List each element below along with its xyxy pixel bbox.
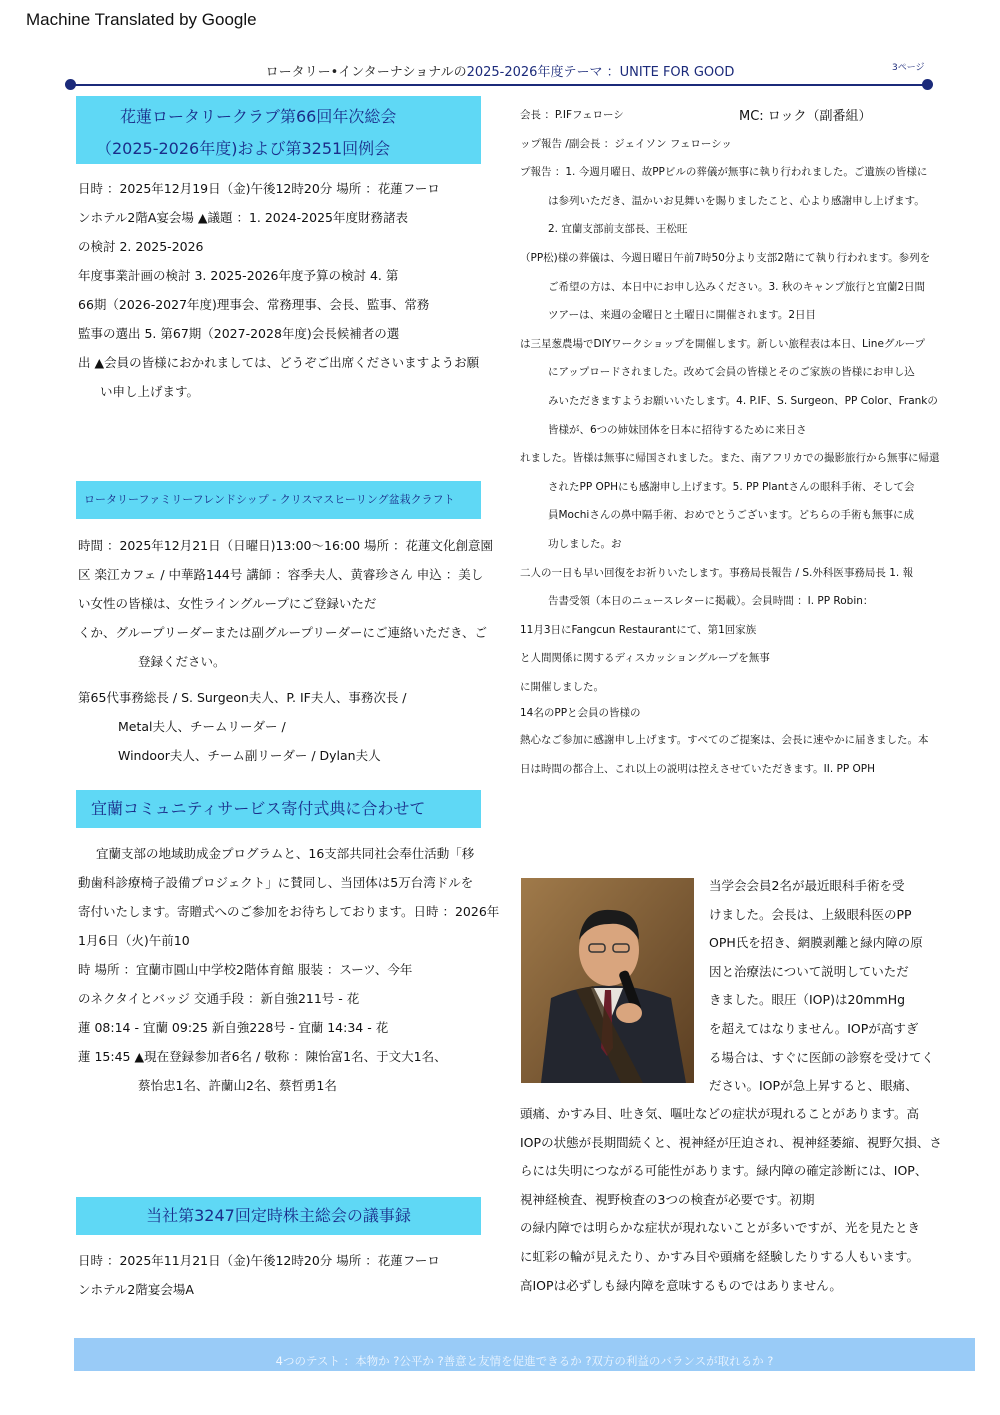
section2-body: [78, 531, 493, 676]
report-line: 熱心なご参加に感謝申し上げます。すべてのご提案は、会長に速やかに届きました。本: [520, 734, 929, 747]
report-line: と人間関係に関するディスカッショングループを無事: [520, 652, 770, 665]
report-line: は参列いただき、温かいお見舞いを賜りましたこと、心より感謝申し上げます。: [548, 194, 925, 207]
rule-dot-left: [65, 79, 76, 90]
report-line: プ報告 ：1. 今週月曜日、故PPビルの葬儀が無事に執り行われました。ご遺族の皆様に: [520, 166, 928, 179]
eye-talk-line: きました。眼圧（IOP)は20mmHg: [709, 992, 906, 1008]
section1-line: 監事の選出 5. 第67期（2027-2028年度)会長候補者の選: [78, 326, 400, 341]
eye-talk-text-below: [520, 1100, 942, 1300]
eye-talk-line: る場合は、すぐに医師の診察を受けてく: [709, 1049, 935, 1065]
section1-line: い申し上げます。: [100, 384, 200, 399]
report-line: されたPP OPHにも感謝申し上げます。5. PP Plantさんの眼科手術、そして会: [548, 480, 915, 493]
report-line: れました。皆様は無事に帰国されました。また、南アフリカでの撮影旅行から無事に帰還: [520, 452, 940, 465]
eye-talk-line: に虹彩の輪が見えたり、かすみ目や頭痛を経験したりする人もいます。: [520, 1248, 920, 1264]
section1-title-line1: 花蓮ロータリークラブ第66回年次総会: [120, 107, 397, 126]
section2-line: 時間 ：2025年12月21日（日曜日)13:00～16:00 場所 ：花蓮文化創意園: [78, 538, 493, 553]
eye-talk-line: 因と治療法について説明していただ: [709, 963, 909, 979]
section3-line: 蓮 15:45 ▲現在登録参加者6名 / 敬称 ：陳怡富1名、于文大1名、: [78, 1049, 447, 1064]
section1-line: ンホテル2階A宴会場 ▲議題 ：1. 2024-2025年度財務諸表: [78, 210, 408, 225]
report-line: ツアーは、来週の金曜日と土曜日に開催されます。2日目: [548, 309, 817, 322]
report-line: 会長 ：P.IFフェローシ: [520, 109, 624, 121]
section4-line: ンホテル2階宴会場A: [78, 1282, 194, 1297]
machine-translated-label: Machine Translated by Google: [26, 10, 257, 29]
report-line: は三星葱農場でDIYワークショップを開催します。新しい旅程表は本日、Lineグループ: [520, 337, 926, 350]
eye-talk-line: の緑内障では明らかな症状が現れないことが多いですが、光を見たとき: [520, 1220, 921, 1236]
section1-title-line2: （2025-2026年度)および第3251回例会: [96, 139, 391, 158]
section2-line: い女性の皆様は、女性ライングループにご登録いただ: [78, 596, 377, 611]
section1-line: 出 ▲会員の皆様におかれましては、どうぞご出席くださいますようお願: [78, 355, 480, 370]
staff-line: 第65代事務総長 / S. Surgeon夫人、P. IF夫人、事務次長 /: [78, 690, 407, 705]
section3-title: 宜蘭コミュニティサービス寄付式典に合わせて: [91, 799, 426, 818]
report-line: みいただきますようお願いいたします。4. P.IF、S. Surgeon、PP Color、Frankの: [548, 394, 938, 407]
section3-title-box: [76, 790, 481, 828]
four-way-test-footer: [74, 1338, 975, 1371]
eye-talk-line: けました。会長は、上級眼科医のPP: [709, 906, 912, 922]
page-number: 3ページ: [892, 63, 925, 73]
report-line: 二人の一日も早い回復をお祈りいたします。事務局長報告 / S.外科医事務局長 1. 報: [520, 566, 914, 579]
report-line: 皆様が、6つの姉妹団体を日本に招待するために来日さ: [548, 423, 807, 436]
section1-line: 66期（2026-2027年度)理事会、常務理事、会長、監事、常務: [78, 297, 430, 312]
header-prefix: ロータリー•インターナショナルの: [265, 65, 467, 80]
eye-talk-line: ださい。IOPが急上昇すると、眼痛、: [709, 1078, 918, 1094]
report-line: 員Mochiさんの鼻中隔手術、おめでとうございます。どちらの手術も無事に成: [548, 509, 914, 522]
section3-line: 蓮 08:14 - 宜蘭 09:25 新自強228号 - 宜蘭 14:34 - 花: [78, 1020, 389, 1035]
report-line: 11月3日にFangcun Restaurantにて、第1回家族: [520, 623, 757, 636]
section1-line: 日時 ：2025年12月19日（金)午後12時20分 場所 ：花蓮フーロ: [78, 181, 440, 196]
section3-line: 1月6日（火)午前10: [78, 933, 190, 948]
eye-talk-line: 視神経検査、視野検査の3つの検査が必要です。初期: [520, 1191, 815, 1207]
footer-text: 4つのテスト ：本物か ?公平か ?善意と友情を促進できるか ?双方の利益のバランスが取れるか ?: [275, 1354, 774, 1368]
section4-line: 日時 ：2025年11月21日（金)午後12時20分 場所 ：花蓮フーロ: [78, 1253, 440, 1268]
report-line: ご希望の方は、本日中にお申し込みください。3. 秋のキャンプ旅行と宜蘭2日間: [548, 280, 926, 293]
report-line: に開催しました。: [520, 680, 604, 693]
section3-body: [78, 839, 499, 1100]
header-theme: 2025-2026年度テーマ ：UNITE FOR GOOD: [466, 65, 735, 80]
staff-line: Windoor夫人、チーム副リーダー / Dylan夫人: [118, 748, 381, 763]
eye-talk-line: 頭痛、かすみ目、吐き気、嘔吐などの症状が現れることがあります。高: [520, 1106, 920, 1121]
section1-line: 年度事業計画の検討 3. 2025-2026年度予算の検討 4. 第: [78, 268, 399, 283]
right-column-report: [520, 101, 939, 784]
section3-line: 動歯科診療椅子設備プロジェクト」に賛同し、当団体は5万台湾ドルを: [78, 875, 474, 890]
section2-line: 区 楽江カフェ / 中華路144号 講師 ：容季夫人、黄睿珍さん 申込 ：美し: [78, 567, 484, 582]
section3-line: 寄付いたします。寄贈式へのご参加をお待ちしております。日時 ：2026年: [78, 904, 500, 919]
staff-line: Metal夫人、チームリーダー /: [118, 719, 286, 734]
report-line: 2. 宜蘭支部前支部長、王松旺: [548, 223, 688, 236]
section2-title: ロータリーファミリーフレンドシップ - クリスマスヒーリング盆栽クラフト: [84, 493, 455, 506]
section1-body: [78, 174, 479, 406]
section1-line: の検討 2. 2025-2026: [78, 239, 204, 254]
eye-talk-line: OPH氏を招き、網膜剥離と緑内障の原: [709, 935, 923, 951]
section4-body: [78, 1246, 440, 1304]
speaker-photo: [521, 878, 694, 1083]
section4-title-box: [76, 1197, 481, 1235]
eye-talk-text-beside-photo: [709, 872, 934, 1101]
eye-talk-line: を超えてはなりません。IOPが高すぎ: [709, 1020, 919, 1036]
report-line: ップ報告 /副会長 ：ジェイソン フェローシッ: [520, 137, 732, 150]
section3-line: のネクタイとバッジ 交通手段 ：新自強211号 - 花: [78, 991, 360, 1006]
section2-staff: [78, 683, 407, 770]
report-line: にアップロードされました。改めて会員の皆様とそのご家族の皆様にお申し込: [548, 366, 915, 379]
eye-talk-line: IOPの状態が長期間続くと、視神経が圧迫され、視神経萎縮、視野欠損、さ: [520, 1134, 942, 1150]
section3-line: 宜蘭支部の地域助成金プログラムと、16支部共同社会奉仕活動「移: [96, 846, 475, 861]
eye-talk-line: らには失明につながる可能性があります。緑内障の確定診断には、IOP、: [520, 1163, 928, 1179]
section4-title: 当社第3247回定時株主総会の議事録: [146, 1206, 411, 1225]
section3-line: 蔡怡忠1名、許蘭山2名、蔡哲勇1名: [138, 1078, 337, 1093]
report-line: 14名のPPと会員の皆様の: [520, 707, 641, 720]
report-line: 日は時間の都合上、これ以上の説明は控えさせていただきます。II. PP OPH: [520, 763, 876, 776]
report-line: 功しました。お: [548, 537, 622, 550]
report-line: 告書受領（本日のニュースレターに掲載）。会員時間 ：I. PP Robin：: [548, 595, 874, 608]
section1-title-box: [76, 96, 481, 164]
section2-title-box: [76, 481, 481, 519]
header-rule: [70, 84, 928, 86]
report-line: （PP松)様の葬儀は、今週日曜日午前7時50分より支部2階にて執り行われます。参列を: [520, 251, 931, 264]
section3-line: 時 場所 ：宜蘭市圓山中学校2階体育館 服装 ：スーツ、今年: [78, 962, 413, 977]
eye-talk-line: 高IOPは必ずしも緑内障を意味するものではありません。: [520, 1277, 842, 1293]
section2-line: くか、グループリーダーまたは副グループリーダーにご連絡いただき、ご: [78, 625, 488, 640]
mc-label: MC: ロック（副番組）: [739, 109, 872, 124]
rule-dot-right: [922, 79, 933, 90]
page-header: [0, 61, 1000, 80]
speaker-photo-illustration: [521, 878, 694, 1083]
section2-line: 登録ください。: [138, 654, 226, 669]
eye-talk-line: 当学会会員2名が最近眼科手術を受: [709, 878, 905, 893]
